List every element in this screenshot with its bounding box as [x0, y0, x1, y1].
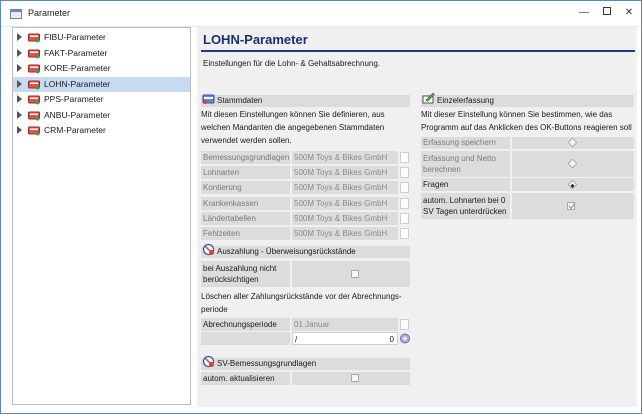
tree-item-label: LOHN-Parameter	[44, 78, 111, 89]
stammdaten-icon	[202, 92, 215, 105]
page-description: Einstellungen für die Lohn- & Gehaltsabrechnung.	[203, 59, 381, 68]
auszahlung-checkbox-label	[201, 261, 290, 287]
close-button[interactable]: ✕	[624, 7, 634, 18]
tree-item-label: FAKT-Parameter	[44, 47, 108, 58]
abrechnungsperiode-label: Abrechnungsperiode	[201, 318, 290, 331]
radio-diamond[interactable]	[568, 180, 578, 190]
expand-arrow-icon[interactable]	[17, 95, 22, 103]
page-title: LOHN-Parameter	[203, 32, 308, 47]
stammdaten-row-value[interactable]: 500M Toys & Bikes GmbH	[292, 181, 398, 194]
stammdaten-dropdown-button[interactable]	[400, 152, 409, 163]
stammdaten-row	[201, 212, 410, 225]
stammdaten-text-2: welchen Mandanten die angegebenen Stammdaten	[201, 123, 385, 132]
einzelerfassung-option-cell	[512, 137, 634, 149]
sv-icon	[202, 355, 215, 368]
tree-item[interactable]	[13, 46, 190, 61]
stammdaten-row-value[interactable]: 500M Toys & Bikes GmbH	[292, 151, 398, 164]
parameter-tree	[12, 27, 191, 405]
einzelerfassung-option-label	[421, 137, 510, 149]
tree-item-label: CRM-Parameter	[44, 125, 106, 135]
stammdaten-dropdown-button[interactable]	[400, 213, 409, 224]
auszahlung-checkbox-cell	[292, 261, 410, 287]
section-header-auszahlung	[201, 246, 410, 258]
tree-item-label: KORE-Parameter	[44, 63, 111, 73]
module-icon	[28, 94, 40, 105]
sv-checkbox-cell	[292, 372, 410, 385]
stammdaten-row-value[interactable]: 500M Toys & Bikes GmbH	[292, 197, 398, 210]
einzelerfassung-option-label	[421, 151, 510, 177]
tree-item[interactable]	[13, 92, 190, 107]
module-icon	[28, 110, 40, 121]
einzelerfassung-option	[421, 178, 634, 191]
einzelerfassung-option-cell	[512, 178, 634, 191]
minimize-button[interactable]: —	[579, 7, 589, 18]
stammdaten-row	[201, 197, 410, 210]
auszahlung-text-1: Löschen aller Zahlungsrückstände vor der Abrechnungs-	[201, 292, 402, 301]
option-label-line1: Fragen	[423, 180, 449, 189]
stammdaten-dropdown-button[interactable]	[400, 228, 409, 239]
option-label-line1: Erfassung speichern	[423, 138, 496, 147]
autom-lohnarten-row	[421, 193, 634, 219]
module-icon	[28, 125, 40, 136]
einzelerfassung-option	[421, 137, 634, 149]
stammdaten-dropdown-button[interactable]	[400, 198, 409, 209]
tree-item-label: PPS-Parameter	[44, 94, 104, 104]
stammdaten-row-label: Ländertabellen	[201, 212, 290, 225]
periode-spin-icon[interactable]	[400, 333, 410, 344]
auszahlung-checkbox[interactable]	[351, 270, 359, 278]
module-icon	[28, 48, 40, 59]
tree-item-label: FIBU-Parameter	[44, 32, 106, 42]
app-icon	[10, 9, 22, 19]
option-label-line1: Erfassung und Netto	[423, 154, 496, 163]
stammdaten-row	[201, 151, 410, 164]
periode-sub-left: /	[295, 335, 298, 344]
einzelerfassung-text-1: Mit dieser Einstellung können Sie bestimmen, wie das	[421, 110, 613, 119]
window-title: Parameter	[28, 8, 71, 18]
module-icon	[28, 32, 40, 43]
auszahlung-checkbox-row	[201, 261, 410, 287]
expand-arrow-icon[interactable]	[17, 49, 22, 57]
autom-lohnarten-checkbox[interactable]	[567, 202, 575, 210]
einzelerfassung-option	[421, 151, 634, 177]
expand-arrow-icon[interactable]	[17, 80, 22, 88]
option-label-line2: berechnen	[423, 165, 461, 174]
periode-sub-row	[201, 332, 410, 345]
stammdaten-row-value[interactable]: 500M Toys & Bikes GmbH	[292, 166, 398, 179]
abrechnungsperiode-dropdown-button[interactable]	[400, 319, 409, 330]
stammdaten-row-value[interactable]: 500M Toys & Bikes GmbH	[292, 227, 398, 240]
periode-sub-right: 0	[389, 335, 394, 344]
section-header-einzelerfassung	[421, 95, 634, 107]
tree-item[interactable]	[13, 61, 190, 76]
abrechnungsperiode-value[interactable]: 01 Januar	[292, 318, 398, 331]
maximize-button[interactable]	[598, 5, 616, 21]
maximize-icon	[603, 7, 611, 15]
stammdaten-text-3: verwendet werden sollen.	[201, 136, 292, 145]
tree-item[interactable]	[13, 77, 190, 92]
auszahlung-text-2: periode	[201, 305, 228, 314]
section-header-stammdaten	[201, 95, 410, 107]
periode-sub-field[interactable]	[292, 332, 398, 345]
radio-diamond[interactable]	[568, 138, 578, 148]
module-icon	[28, 63, 40, 74]
stammdaten-row-label: Fehlzeiten	[201, 227, 290, 240]
title-bar	[1, 1, 641, 27]
expand-arrow-icon[interactable]	[17, 111, 22, 119]
stammdaten-row-label: Lohnarten	[201, 166, 290, 179]
radio-diamond[interactable]	[568, 159, 578, 169]
periode-sub-label	[201, 332, 290, 345]
main-panel	[197, 27, 637, 407]
stammdaten-row-value[interactable]: 500M Toys & Bikes GmbH	[292, 212, 398, 225]
tree-item[interactable]	[13, 30, 190, 45]
sv-heading: SV-Bemessungsgrundlagen	[217, 359, 317, 368]
section-header-sv	[201, 358, 410, 370]
einzelerfassung-icon	[422, 92, 435, 105]
einzelerfassung-option-cell	[512, 151, 634, 177]
autom-lohnarten-line2: SV Tagen unterdrücken	[423, 207, 507, 216]
auszahlung-heading: Auszahlung - Überweisungsrückstände	[217, 247, 356, 256]
tree-item[interactable]	[13, 123, 190, 138]
checkmark-icon	[568, 202, 576, 210]
client-area	[1, 27, 641, 413]
tree-item[interactable]	[13, 108, 190, 123]
stammdaten-dropdown-button[interactable]	[400, 167, 409, 178]
expand-arrow-icon[interactable]	[17, 64, 22, 72]
stammdaten-dropdown-button[interactable]	[400, 182, 409, 193]
autom-lohnarten-line1: autom. Lohnarten bei 0	[423, 196, 506, 205]
tree-item-label: ANBU-Parameter	[44, 109, 111, 120]
sv-checkbox-label: autom. aktualisieren	[201, 372, 290, 385]
auszahlung-label-line1: bei Auszahlung nicht	[203, 264, 277, 273]
abrechnungsperiode-row	[201, 318, 410, 331]
autom-lohnarten-label	[421, 193, 510, 219]
stammdaten-row-label: Krankenkassen	[201, 197, 290, 210]
stammdaten-heading: Stammdaten	[217, 96, 263, 105]
auszahlung-icon	[202, 243, 215, 256]
module-icon	[28, 79, 40, 90]
einzelerfassung-option-label	[421, 178, 510, 191]
expand-arrow-icon[interactable]	[17, 126, 22, 134]
stammdaten-row-label: Kontierung	[201, 181, 290, 194]
stammdaten-row	[201, 166, 410, 179]
auszahlung-label-line2: berücksichtigen	[203, 275, 259, 284]
autom-lohnarten-cell	[512, 193, 634, 219]
sv-checkbox-row	[201, 372, 410, 385]
einzelerfassung-heading: Einzelerfassung	[437, 96, 494, 105]
einzelerfassung-text-2: Programm auf das Anklicken des OK-Buttons reagieren soll	[421, 123, 632, 132]
stammdaten-row	[201, 181, 410, 194]
title-divider	[201, 50, 635, 52]
sv-checkbox[interactable]	[351, 374, 359, 382]
stammdaten-row-label: Bemessungsgrundlagen	[203, 153, 290, 162]
stammdaten-row	[201, 227, 410, 240]
stammdaten-text-1: Mit diesen Einstellungen können Sie definieren, aus	[201, 110, 385, 119]
expand-arrow-icon[interactable]	[17, 33, 22, 41]
